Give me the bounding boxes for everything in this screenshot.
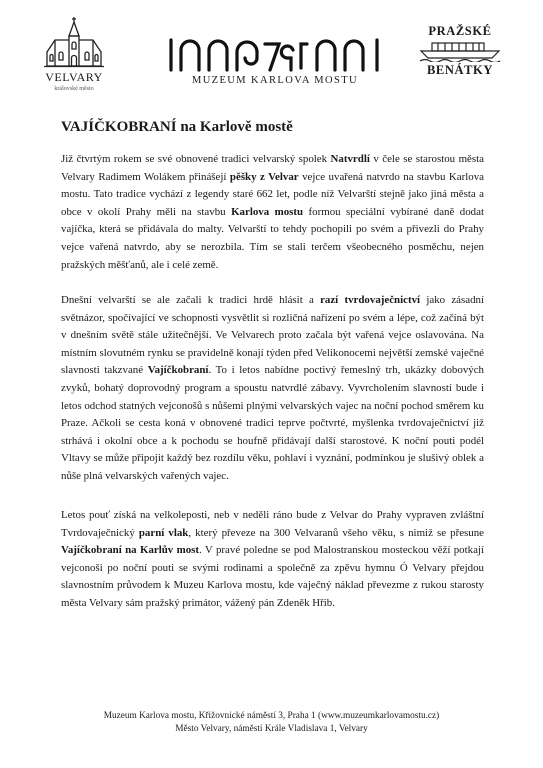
footer-address-town: Město Velvary, náměstí Krále Vladislava 1, Velvary xyxy=(175,724,368,734)
bold-text: Vajíčkobraní na Karlův most xyxy=(61,544,200,557)
text-run: formou speciální vybírané daně dodat vajíčka, která se přidávala do malty. Velvarští to tehdy pochopili po svém a přivezli do Prahy vejce vařená natvrdo, aby se nerozbila. Tím se stali terčem všeobecného posměchu, nejen pražských měšťanů, ale i celé země. xyxy=(61,205,484,271)
prazske-benatky-logo xyxy=(412,24,508,78)
text-run: vejce uvařená natvrdo na stavbu Karlova mostu. Tato tradice vychází z legendy staré 662 let, podle níž Velvarští stejně jako jiná města a obce v okolí Prahy měli na stavbu xyxy=(61,170,485,218)
museum-name: MUZEUM KARLOVA MOSTU xyxy=(191,75,359,86)
museum-logo xyxy=(160,38,390,86)
bridge-arches-logo-icon xyxy=(165,38,385,72)
text-run: Již čtvrtým rokem se své obnovené tradici velvarský spolek xyxy=(61,153,331,165)
paragraph-3 xyxy=(61,507,484,613)
paragraph-2 xyxy=(61,292,484,486)
church-icon xyxy=(43,16,105,68)
bold-text: tvrdovaječnictví xyxy=(344,294,421,306)
text-run: Letos pouť získá na velkoleposti, neb v neděli ráno bude z Velvar do Prahy vypraven zvláštní Tvrdovaječnický xyxy=(61,509,484,539)
paragraph-1 xyxy=(61,151,484,274)
velvary-subtitle: královské město xyxy=(54,86,94,92)
bold-text: Natvrdlí xyxy=(330,153,370,165)
bold-text: pěšky z Velvar xyxy=(229,170,299,183)
text-run: v čele se starostou města Velvary Radimem Wolákem přinášejí xyxy=(61,153,484,183)
velvary-logo xyxy=(28,16,120,92)
bold-text: Karlova mostu xyxy=(231,205,304,218)
bold-text: parní vlak xyxy=(138,526,189,539)
prazske-benatky-line1: PRAŽSKÉ xyxy=(428,24,492,38)
velvary-name: VELVARY xyxy=(45,70,103,84)
document-title: VAJÍČKOBRANÍ na Karlově mostě xyxy=(61,119,293,135)
bold-text: razí xyxy=(320,294,339,306)
boat-icon xyxy=(418,40,502,62)
bold-text: Vajíčkobraní xyxy=(147,364,209,377)
text-run: , který převeze na 300 Velvaranů všeho věku, s nimiž se přesune xyxy=(188,526,485,539)
text-run: . To i letos nabídne poctivý řemeslný trh, ukázky dobových zvyků, bohatý doprovodný program a spoustu natvrdlé zábavy. Vyvrcholením slavností bude i letos odchod statných vejconošů s nůšemi plnými velvarských vajec na noční pochod směrem ku Praze. Ačkoli se cesta koná v obnovené tradici teprve počtvrté, myšlenka tvrdovaječnictví již strhává i okolní obce a k pochodu se houfně přidávají další starostové. K noční pouti podél Vltavy se může připojit každý bez rozdílu věku, pohlaví i vyznání, podmínkou je slušivý oblek a nůše plná velvarských vařených vajec. xyxy=(61,364,484,482)
text-run: jako zásadní světnázor, spočívající ve schopnosti vysvětlit si rozličná nařízení po svém a lépe, což začíná být v dnešním světě stále užitečnější. Ve Velvarech proto začala být vařená vejce oslavována. Na místním slovutném rynku se pravidelně konají týden před Velikonocemi největší zemské vaječné slavnosti takzvané xyxy=(61,294,484,377)
prazske-benatky-line2: BENÁTKY xyxy=(426,63,494,77)
text-run: . V pravé poledne se pod Malostranskou mosteckou věží potkají vejconoši po noční pouti se svými rodinami a společně za zpěvu hymnu Ó Velvary přejdou slavnostním průvodem k Muzeu Karlova mostu, kde vaječný náklad převezme z rukou starosty města Velvary sám pražský primátor, vážený pán Zdeněk Hřib. xyxy=(61,544,484,609)
footer-address-museum: Muzeum Karlova mostu, Křižovnické náměstí 3, Praha 1 (www.muzeumkarlovamostu.cz) xyxy=(103,711,440,721)
text-run: Dnešní velvarští se ale začali k tradici hrdě hlásit a xyxy=(61,294,321,306)
footer xyxy=(40,710,503,736)
